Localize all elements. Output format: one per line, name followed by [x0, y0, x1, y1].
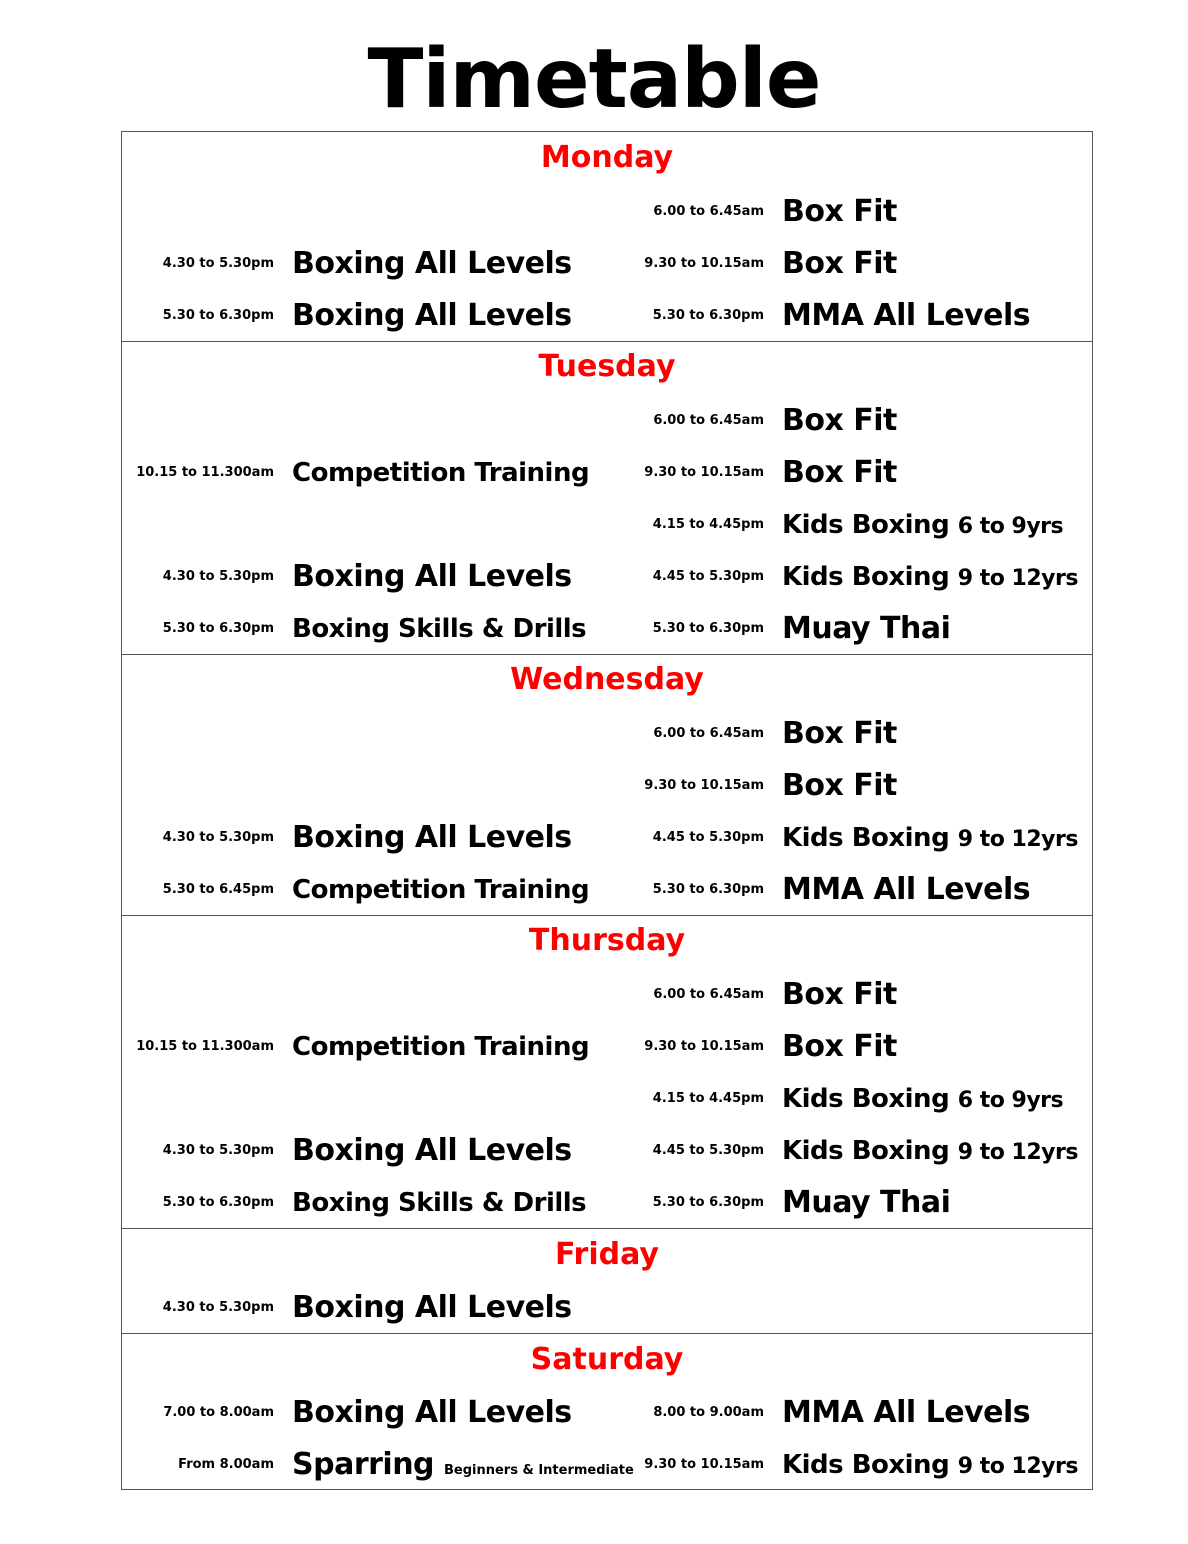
class-time: 9.30 to 10.15am — [644, 1039, 764, 1054]
day-heading: Thursday — [528, 923, 686, 958]
class-time: 10.15 to 11.300am — [136, 1039, 274, 1054]
class-name: Competition Training — [292, 458, 590, 488]
class-name — [782, 1445, 1078, 1487]
class-time: 5.30 to 6.30pm — [162, 308, 274, 323]
class-name: Box Fit — [782, 194, 897, 229]
class-name: Muay Thai — [782, 611, 951, 646]
section-divider — [122, 1333, 1092, 1334]
class-time: 4.30 to 5.30pm — [162, 1300, 274, 1315]
class-name: Box Fit — [782, 1029, 897, 1064]
class-name: Box Fit — [782, 768, 897, 803]
class-name: Box Fit — [782, 716, 897, 751]
class-name: Boxing All Levels — [292, 1133, 572, 1168]
class-time: 5.30 to 6.30pm — [652, 308, 764, 323]
class-title: Kids Boxing — [782, 823, 950, 853]
class-title: Kids Boxing — [782, 562, 950, 592]
class-time: 9.30 to 10.15am — [644, 778, 764, 793]
class-title: Sparring — [292, 1447, 435, 1482]
class-name: Competition Training — [292, 875, 590, 905]
class-time: 4.30 to 5.30pm — [162, 569, 274, 584]
class-time: 4.45 to 5.30pm — [652, 569, 764, 584]
class-time: 5.30 to 6.30pm — [652, 882, 764, 897]
class-name: Boxing All Levels — [292, 1395, 572, 1430]
class-time: 5.30 to 6.30pm — [162, 621, 274, 636]
section-divider — [122, 1228, 1092, 1229]
class-name — [782, 1131, 1078, 1173]
class-time: 8.00 to 9.00am — [653, 1405, 764, 1420]
class-name: Boxing All Levels — [292, 298, 572, 333]
section-divider — [122, 654, 1092, 655]
class-name: Box Fit — [782, 455, 897, 490]
timetable — [121, 131, 1093, 1490]
class-time: 9.30 to 10.15am — [644, 1457, 764, 1472]
class-name: Box Fit — [782, 403, 897, 438]
class-name: Boxing Skills & Drills — [292, 1188, 587, 1218]
class-time: 9.30 to 10.15am — [644, 465, 764, 480]
class-name — [782, 557, 1078, 599]
class-time: 4.45 to 5.30pm — [652, 830, 764, 845]
day-heading: Wednesday — [510, 662, 704, 697]
class-name: Boxing All Levels — [292, 1290, 572, 1325]
class-name: Competition Training — [292, 1032, 590, 1062]
class-name: MMA All Levels — [782, 1395, 1031, 1430]
class-time: 7.00 to 8.00am — [163, 1405, 274, 1420]
class-time: 6.00 to 6.45am — [653, 204, 764, 219]
class-time: 5.30 to 6.45pm — [162, 882, 274, 897]
day-heading: Friday — [554, 1237, 659, 1272]
class-time: 4.30 to 5.30pm — [162, 256, 274, 271]
class-title: Kids Boxing — [782, 1136, 950, 1166]
class-time: 10.15 to 11.300am — [136, 465, 274, 480]
class-name — [782, 505, 1063, 547]
class-name: Boxing All Levels — [292, 246, 572, 281]
age-range: 9 to 12yrs — [957, 827, 1078, 852]
class-name: Boxing Skills & Drills — [292, 614, 587, 644]
class-name: Boxing All Levels — [292, 559, 572, 594]
class-title: Kids Boxing — [782, 1084, 950, 1114]
class-name: Box Fit — [782, 246, 897, 281]
class-time: 6.00 to 6.45am — [653, 987, 764, 1002]
class-title: Kids Boxing — [782, 510, 950, 540]
class-name: Muay Thai — [782, 1185, 951, 1220]
age-range: 6 to 9yrs — [957, 514, 1064, 539]
class-time: 4.45 to 5.30pm — [652, 1143, 764, 1158]
day-heading: Monday — [540, 140, 674, 175]
class-time: 4.30 to 5.30pm — [162, 1143, 274, 1158]
day-heading: Saturday — [530, 1342, 684, 1377]
age-range: 9 to 12yrs — [957, 566, 1078, 591]
class-time: 4.15 to 4.45pm — [652, 1091, 764, 1106]
class-time: 6.00 to 6.45am — [653, 413, 764, 428]
class-time: 6.00 to 6.45am — [653, 726, 764, 741]
class-name — [782, 1079, 1063, 1121]
page-title: Timetable — [367, 32, 821, 127]
section-divider — [122, 341, 1092, 342]
class-name: Box Fit — [782, 977, 897, 1012]
age-range: 9 to 12yrs — [957, 1140, 1078, 1165]
day-heading: Tuesday — [538, 349, 676, 384]
class-name: Boxing All Levels — [292, 820, 572, 855]
section-divider — [122, 915, 1092, 916]
class-name — [782, 818, 1078, 860]
class-time: 4.15 to 4.45pm — [652, 517, 764, 532]
age-range: 9 to 12yrs — [957, 1454, 1078, 1479]
class-time: 9.30 to 10.15am — [644, 256, 764, 271]
age-range: 6 to 9yrs — [957, 1088, 1064, 1113]
class-title: Kids Boxing — [782, 1450, 950, 1480]
class-time: 5.30 to 6.30pm — [652, 621, 764, 636]
class-name: MMA All Levels — [782, 872, 1031, 907]
class-time: From 8.00am — [178, 1457, 274, 1472]
class-note: Beginners & Intermediate — [443, 1463, 634, 1478]
class-time: 5.30 to 6.30pm — [652, 1195, 764, 1210]
class-time: 4.30 to 5.30pm — [162, 830, 274, 845]
class-time: 5.30 to 6.30pm — [162, 1195, 274, 1210]
class-name: MMA All Levels — [782, 298, 1031, 333]
